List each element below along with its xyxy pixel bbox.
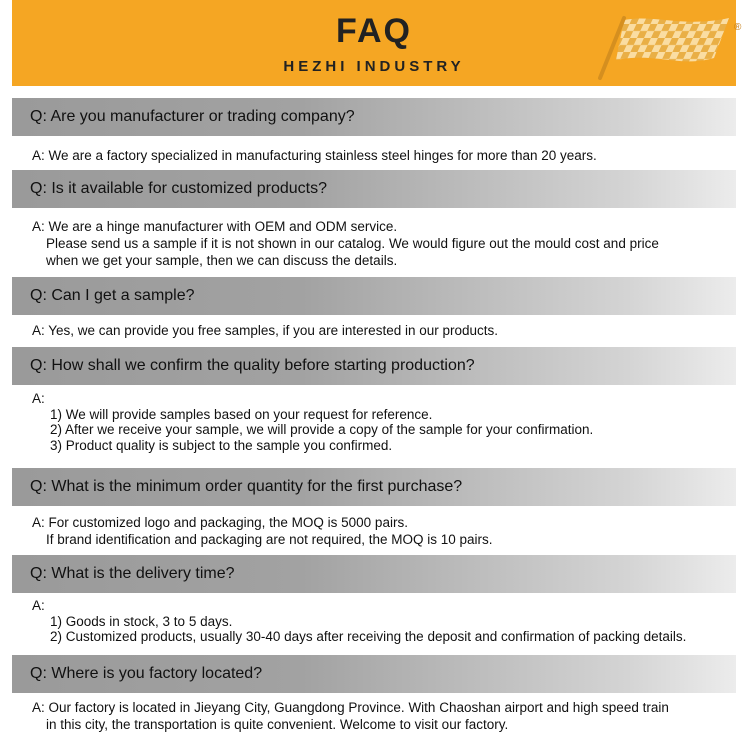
answer-line: 1) We will provide samples based on your request for reference. [50, 406, 433, 422]
answer-line: Please send us a sample if it is not shown in our catalog. We would figure out the mould cost and price [46, 236, 659, 251]
answer-line: A: For customized logo and packaging, the MOQ is 5000 pairs. [32, 515, 408, 530]
checkered-flag-logo-icon [594, 10, 744, 82]
faq-question-bar: Q: Are you manufacturer or trading company? [12, 98, 736, 136]
faq-answer [32, 322, 498, 339]
company-name: HEZHI INDUSTRY [283, 58, 465, 75]
faq-question-bar: Q: Where is you factory located? [12, 655, 736, 693]
answer-line: when we get your sample, then we can discuss the details. [46, 253, 398, 268]
answer-line: A: We are a factory specialized in manufacturing stainless steel hinges for more than 20 years. [32, 148, 597, 163]
answer-line: 2) Customized products, usually 30-40 days after receiving the deposit and confirmation of packing details. [50, 629, 687, 644]
faq-question-bar: Q: What is the delivery time? [12, 555, 736, 593]
registered-mark: ® [734, 22, 742, 33]
answer-line: 3) Product quality is subject to the sample you confirmed. [50, 437, 393, 453]
answer-line: If brand identification and packaging are not required, the MOQ is 10 pairs. [46, 532, 493, 547]
faq-question-bar: Q: What is the minimum order quantity for the first purchase? [12, 468, 736, 506]
answer-line: 2) After we receive your sample, we will provide a copy of the sample for your confirmation. [50, 422, 594, 437]
faq-answer [32, 147, 597, 164]
faq-header-banner [12, 0, 742, 86]
faq-answer [32, 514, 493, 548]
answer-line: A: Yes, we can provide you free samples, if you are interested in our products. [32, 323, 499, 338]
answer-line: 1) Goods in stock, 3 to 5 days. [50, 613, 233, 629]
answer-line: A: [32, 598, 45, 613]
answer-line: in this city, the transportation is quite convenient. Welcome to visit our factory. [46, 717, 509, 732]
page-title: FAQ [336, 12, 412, 50]
faq-answer [32, 391, 593, 453]
answer-line: A: Our factory is located in Jieyang City, Guangdong Province. With Chaoshan airport and high speed train [32, 700, 669, 715]
faq-question-bar: Q: Can I get a sample? [12, 277, 736, 315]
answer-line: A: We are a hinge manufacturer with OEM and ODM service. [32, 219, 398, 234]
faq-answer [32, 699, 669, 733]
faq-question-bar: Q: Is it available for customized products? [12, 170, 736, 208]
answer-line: A: [32, 391, 45, 406]
faq-answer [32, 598, 686, 645]
faq-question-bar: Q: How shall we confirm the quality before starting production? [12, 347, 736, 385]
faq-answer [32, 218, 659, 269]
